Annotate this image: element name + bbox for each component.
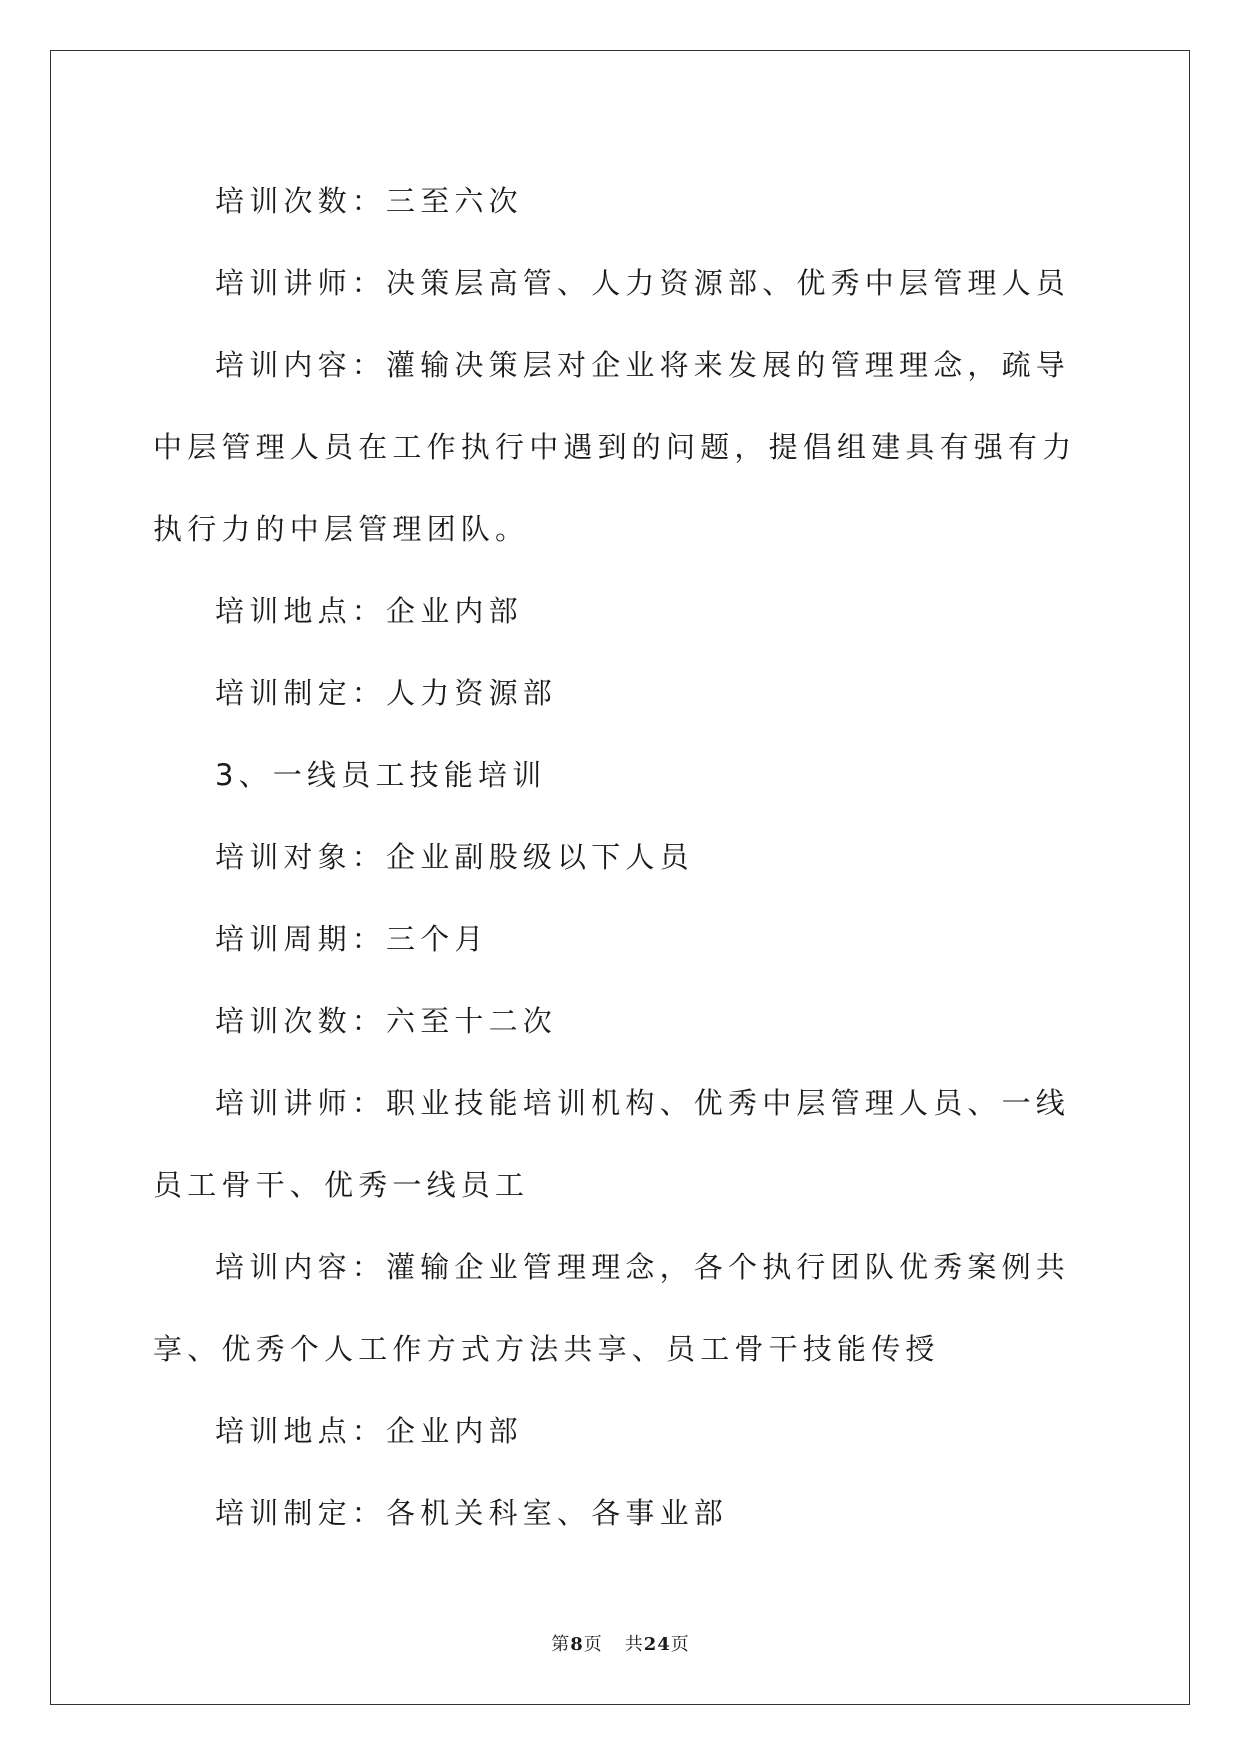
paragraph-training-lecturer: 培训讲师：职业技能培训机构、优秀中层管理人员、一线员工骨干、优秀一线员工 <box>153 1086 1071 1202</box>
paragraph-training-lecturer: 培训讲师：决策层高管、人力资源部、优秀中层管理人员 <box>215 266 1071 300</box>
paragraph-training-count: 培训次数：六至十二次 <box>215 1004 558 1038</box>
page-number: 8 <box>570 1634 584 1655</box>
paragraph-training-content: 培训内容：灌输企业管理理念，各个执行团队优秀案例共享、优秀个人工作方式方法共享、员工骨干技能传授 <box>153 1250 1071 1366</box>
total-suffix: 页 <box>670 1634 690 1655</box>
paragraph-training-location: 培训地点：企业内部 <box>215 594 523 628</box>
page-suffix: 页 <box>583 1634 603 1655</box>
paragraph-training-target: 培训对象：企业副股级以下人员 <box>215 840 694 874</box>
paragraph-training-organizer: 培训制定：人力资源部 <box>215 676 558 710</box>
paragraph-training-period: 培训周期：三个月 <box>215 922 489 956</box>
total-pages: 24 <box>643 1634 671 1655</box>
document-body <box>153 160 1093 1554</box>
paragraph-training-location: 培训地点：企业内部 <box>215 1414 523 1448</box>
page-prefix: 第 <box>551 1634 571 1655</box>
section-heading: 3、一线员工技能培训 <box>215 758 547 792</box>
paragraph-training-content: 培训内容：灌输决策层对企业将来发展的管理理念，疏导中层管理人员在工作执行中遇到的问题，提倡组建具有强有力执行力的中层管理团队。 <box>153 348 1077 546</box>
paragraph-training-organizer: 培训制定：各机关科室、各事业部 <box>215 1496 729 1530</box>
total-prefix: 共 <box>624 1634 644 1655</box>
page-footer <box>0 1630 1241 1656</box>
paragraph-training-count: 培训次数：三至六次 <box>215 184 523 218</box>
